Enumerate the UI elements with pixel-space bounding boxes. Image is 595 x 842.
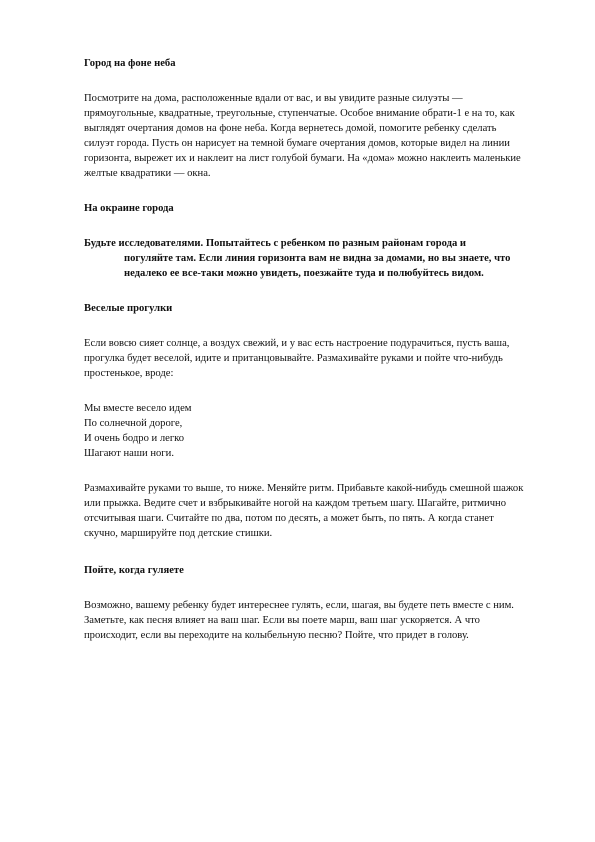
paragraph-outskirts [84, 236, 524, 281]
paragraph-sing-while-walking: Возможно, вашему ребенку будет интереснее гулять, если, шагая, вы будете петь вместе с ним. Заметьте, как песня влияет на ваш шаг. Если вы поете марш, ваш шаг ускоряется. А что происходит, если вы переходите на колыбельную песню? Пойте, что придет в голову. [84, 600, 514, 641]
section-heading-sing-while-walking: Пойте, когда гуляете [84, 565, 184, 576]
document-body [84, 56, 524, 663]
paragraph-city-silhouette: Посмотрите на дома, расположенные вдали от вас, и вы увидите разные силуэты — прямоугольные, квадратные, треугольные, ступенчатые. Особое внимание обрати-1 е на то, как выглядят очертания домов на фоне неба. Когда вернетесь домой, помогите ребенку сделать силуэт города. Пусть он нарисует на темной бумаге очертания домов, которые видел на линии горизонта, вырежет их и наклеит на лист голубой бумаги. На «дома» можно наклеить маленькие желтые квадратики — окна. [84, 93, 521, 179]
section-heading-city-silhouette: Город на фоне неба [84, 58, 176, 69]
poem-line: По солнечной дороге, [84, 418, 183, 429]
poem-line: Шагают наши ноги. [84, 448, 174, 459]
section-heading-outskirts: На окраине города [84, 203, 174, 214]
poem-line: Мы вместе весело идем [84, 403, 192, 414]
paragraph-outskirts-rest: погуляйте там. Если линия горизонта вам не видна за домами, но вы знаете, что недалеко ее все-таки можно увидеть, поезжайте туда и полюбуйтесь видом. [124, 253, 511, 279]
section-heading-fun-walks: Веселые прогулки [84, 303, 173, 314]
paragraph-fun-walks: Если вовсю сияет солнце, а воздух свежий, и у вас есть настроение подурачиться, пусть ваша, прогулка будет веселой, идите и пританцовывайте. Размахивайте руками и пойте что-нибудь простенькое, вроде: [84, 338, 510, 379]
paragraph-outskirts-first-line: Будьте исследователями. Попытайтесь с ребенком по разным районам города и [84, 238, 467, 249]
poem-line: И очень бодро и легко [84, 433, 185, 444]
poem-block [84, 401, 524, 461]
paragraph-fun-walks-rhythm: Размахивайте руками то выше, то ниже. Меняйте ритм. Прибавьте какой-нибудь смешной шажок или прыжка. Ведите счет и взбрыкивайте ногой на каждом третьем шагу. Шагайте, ритмично отсчитывая шаги. Считайте по два, потом по десять, а может быть, по пять. А когда станет скучно, маршируйте под детские стишки. [84, 483, 524, 539]
